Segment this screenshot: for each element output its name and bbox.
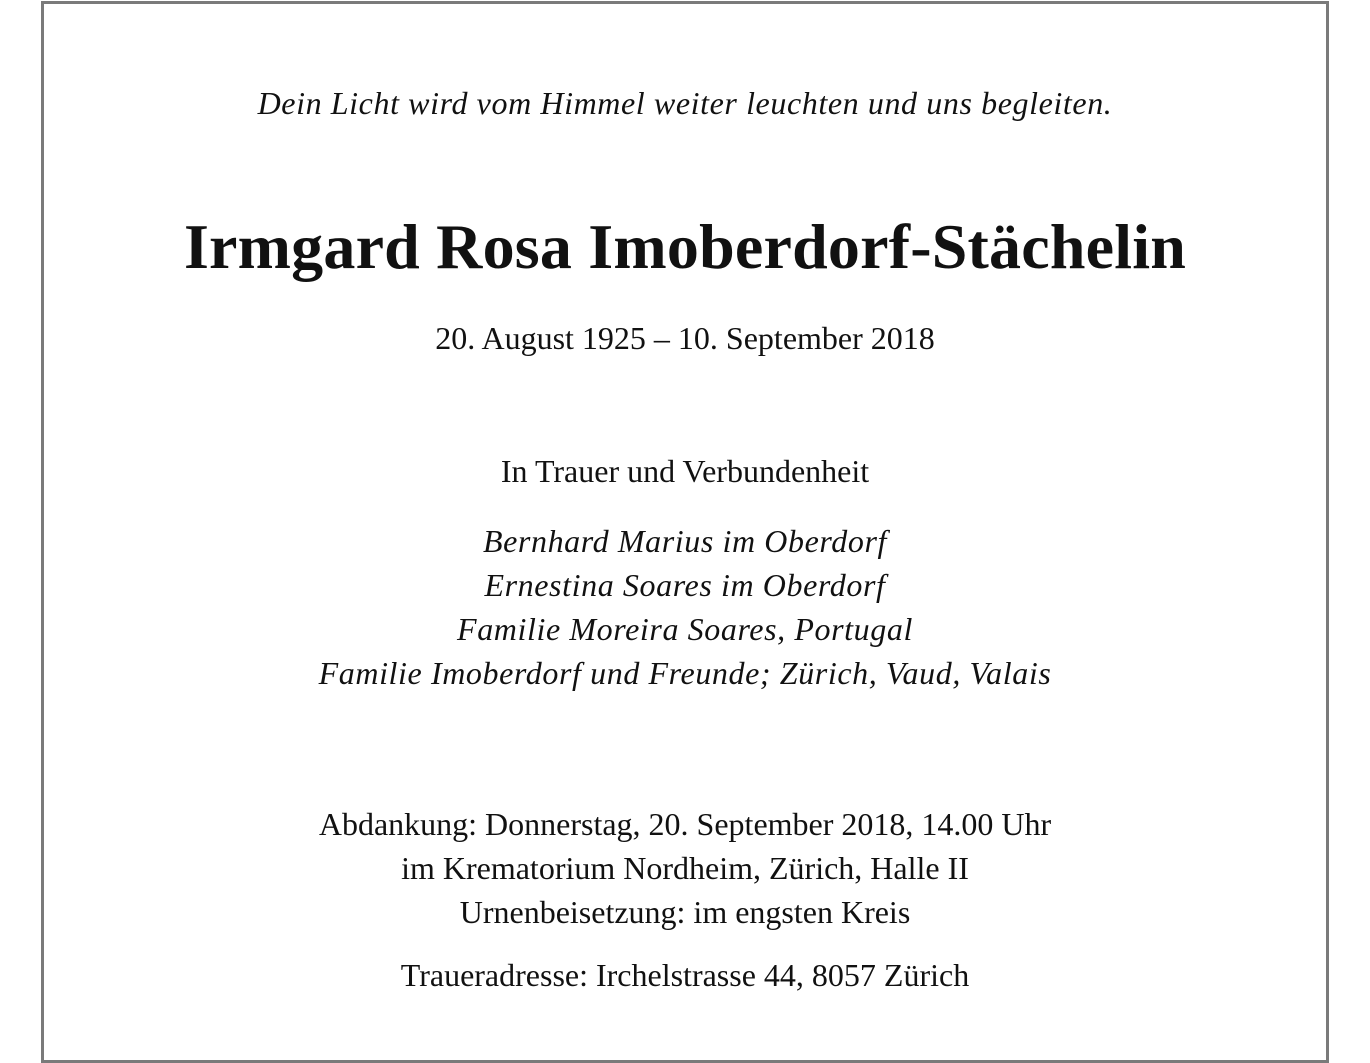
obituary-frame <box>41 1 1329 1063</box>
service-line: Urnenbeisetzung: im engsten Kreis <box>459 894 911 930</box>
service-details <box>44 802 1326 934</box>
mourning-intro: In Trauer und Verbundenheit <box>500 453 870 489</box>
service-line: im Krematorium Nordheim, Zürich, Halle II <box>401 850 969 886</box>
mourner-line: Familie Imoberdorf und Freunde; Zürich, Vaud, Valais <box>318 655 1052 691</box>
life-dates: 20. August 1925 – 10. September 2018 <box>435 320 935 356</box>
mourner-line: Bernhard Marius im Oberdorf <box>482 523 888 559</box>
service-line: Abdankung: Donnerstag, 20. September 2018, 14.00 Uhr <box>318 806 1052 842</box>
mourning-address: Traueradresse: Irchelstrasse 44, 8057 Zürich <box>400 957 970 993</box>
mourner-line: Ernestina Soares im Oberdorf <box>484 567 886 603</box>
mourners-list <box>44 519 1326 695</box>
motto: Dein Licht wird vom Himmel weiter leuchten und uns begleiten. <box>257 85 1113 121</box>
mourner-line: Familie Moreira Soares, Portugal <box>457 611 913 647</box>
deceased-name: Irmgard Rosa Imoberdorf-Stächelin <box>183 211 1187 282</box>
